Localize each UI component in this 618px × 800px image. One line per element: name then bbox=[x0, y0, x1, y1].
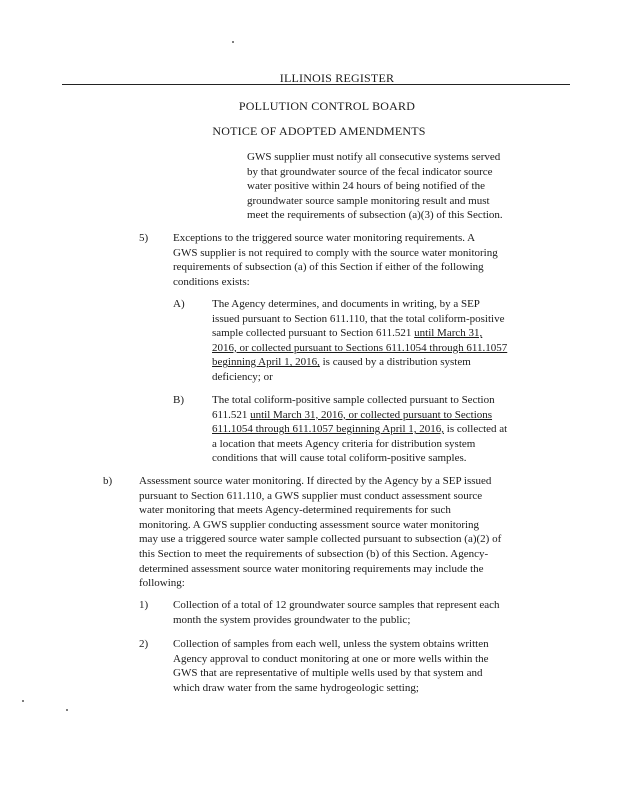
text-line bbox=[212, 341, 507, 356]
text-line: may use a triggered source water sample collected pursuant to subsection (a)(2) of bbox=[139, 533, 502, 546]
item-a-paragraph bbox=[212, 297, 507, 385]
text-line: The Agency determines, and documents in writing, by a SEP bbox=[212, 298, 480, 310]
text-line: Collection of a total of 12 groundwater source samples that represent each bbox=[173, 599, 500, 611]
text-line: GWS supplier is not required to comply with the source water monitoring bbox=[173, 246, 498, 259]
register-title: ILLINOIS REGISTER bbox=[279, 71, 395, 85]
text-line: which draw water from the same hydrogeologic setting; bbox=[173, 681, 419, 694]
board-title: POLLUTION CONTROL BOARD bbox=[238, 99, 416, 113]
scan-speck bbox=[66, 709, 68, 711]
inserted-text: until March 31, 2016, or collected pursuant to Sections bbox=[250, 408, 493, 421]
item-1-label: 1) bbox=[139, 599, 149, 611]
item-5-paragraph bbox=[173, 231, 498, 289]
text-line: deficiency; or bbox=[212, 370, 273, 383]
text-line: requirements of subsection (a) of this Section if either of the following bbox=[173, 261, 484, 274]
text-line: a location that meets Agency criteria for distribution system bbox=[212, 437, 476, 450]
item-1-paragraph bbox=[173, 598, 500, 627]
scan-speck bbox=[22, 700, 24, 702]
inserted-text: until March 31, bbox=[414, 327, 483, 340]
text-line: following: bbox=[139, 577, 185, 590]
item-b-paragraph bbox=[212, 393, 507, 466]
scan-speck bbox=[232, 41, 234, 43]
text-line: groundwater source sample monitoring result and must bbox=[247, 194, 490, 207]
item-b-label: B) bbox=[173, 394, 184, 406]
inserted-text: 2016, or collected pursuant to Sections 611.1054 through bbox=[212, 341, 467, 354]
item-2-paragraph bbox=[173, 637, 489, 695]
text-line bbox=[212, 408, 507, 423]
text-line: this Section to meet the requirements of subsection (b) of this Section. Agency- bbox=[139, 547, 489, 560]
text-run: sample collected pursuant to Section 611.521 bbox=[212, 327, 415, 340]
text-line: by that groundwater source of the fecal indicator source bbox=[247, 165, 493, 178]
text-line: GWS supplier must notify all consecutive systems served bbox=[247, 151, 501, 163]
text-line: issued pursuant to Section 611.110, that the total coliform-positive bbox=[212, 312, 505, 325]
text-line: pursuant to Section 611.110, a GWS supplier must conduct assessment source bbox=[139, 489, 483, 502]
text-line: monitoring. A GWS supplier conducting assessment source water monitoring bbox=[139, 518, 480, 531]
text-line bbox=[212, 326, 507, 341]
text-line: water monitoring that meets Agency-determined requirements for such bbox=[139, 504, 451, 517]
text-run: is caused by a distribution system bbox=[319, 356, 471, 369]
text-line: month the system provides groundwater to the public; bbox=[173, 613, 411, 626]
text-line: conditions exists: bbox=[173, 275, 250, 288]
text-line: The total coliform-positive sample collected pursuant to Section bbox=[212, 394, 495, 406]
text-line: GWS that are representative of multiple wells used by that system and bbox=[173, 667, 483, 680]
inserted-text: 611.1057 bbox=[466, 341, 508, 354]
text-line: determined assessment source water monitoring requirements may include the bbox=[139, 562, 484, 575]
text-line: Exceptions to the triggered source water monitoring requirements. A bbox=[173, 232, 476, 244]
text-line: water positive within 24 hours of being notified of the bbox=[247, 180, 485, 193]
continuation-paragraph bbox=[247, 150, 503, 223]
text-run: 611.521 bbox=[212, 408, 251, 421]
inserted-text: 611.1054 through 611.1057 beginning April 1, 2016, bbox=[212, 423, 445, 436]
inserted-text: beginning April 1, 2016, bbox=[212, 356, 320, 369]
text-line: Collection of samples from each well, unless the system obtains written bbox=[173, 638, 489, 650]
item-b-subsection-label: b) bbox=[103, 475, 113, 487]
notice-title: NOTICE OF ADOPTED AMENDMENTS bbox=[212, 124, 426, 138]
item-b-subsection-paragraph bbox=[139, 474, 501, 591]
text-line: Assessment source water monitoring. If directed by the Agency by a SEP issued bbox=[139, 475, 492, 487]
item-5-label: 5) bbox=[139, 232, 149, 244]
text-line: conditions that will cause total coliform-positive samples. bbox=[212, 452, 467, 465]
item-a-label: A) bbox=[173, 298, 185, 310]
text-line bbox=[212, 355, 507, 370]
text-line bbox=[212, 422, 507, 437]
text-run: is collected at bbox=[444, 423, 508, 436]
text-line: meet the requirements of subsection (a)(3) of this Section. bbox=[247, 209, 503, 222]
item-2-label: 2) bbox=[139, 638, 149, 650]
text-line: Agency approval to conduct monitoring at one or more wells within the bbox=[173, 652, 489, 665]
